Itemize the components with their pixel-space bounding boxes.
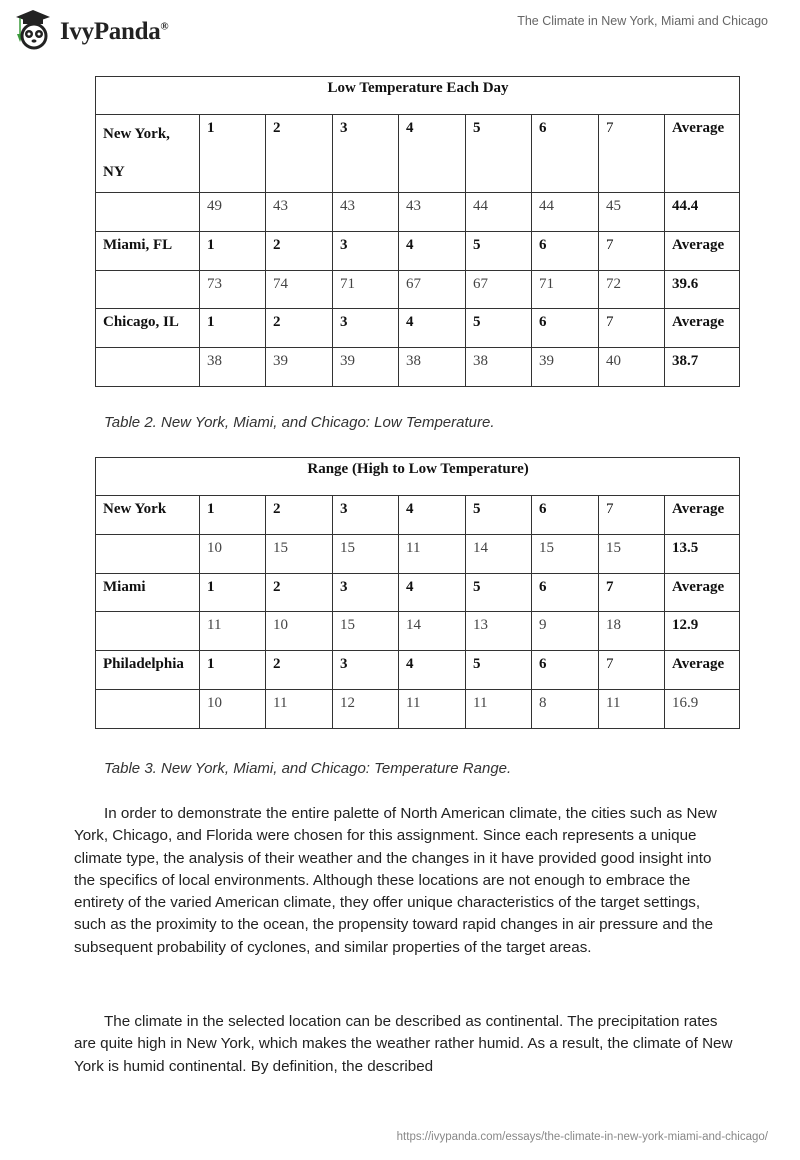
empty-cell — [96, 348, 200, 387]
day-value: 14 — [399, 612, 466, 651]
day-value: 71 — [532, 270, 599, 309]
brand-name: IvyPanda® — [60, 18, 169, 45]
day-header: 1 — [200, 231, 266, 270]
day-header: 7 — [599, 115, 665, 193]
table-values-row — [96, 270, 740, 309]
table-header-row — [96, 496, 740, 535]
day-header: 5 — [466, 574, 532, 612]
day-value: 44 — [532, 193, 599, 232]
day-value: 10 — [266, 612, 333, 651]
day-value: 38 — [200, 348, 266, 387]
table-values-row — [96, 193, 740, 232]
day-value: 73 — [200, 270, 266, 309]
day-value: 71 — [333, 270, 399, 309]
panda-graduate-icon — [12, 8, 52, 50]
day-value: 45 — [599, 193, 665, 232]
average-header: Average — [665, 115, 740, 193]
average-header: Average — [665, 651, 740, 690]
day-header: 5 — [466, 496, 532, 535]
day-value: 11 — [200, 612, 266, 651]
table-header-row — [96, 309, 740, 348]
day-header: 2 — [266, 115, 333, 193]
day-value: 67 — [399, 270, 466, 309]
day-value: 44 — [466, 193, 532, 232]
day-header: 3 — [333, 496, 399, 535]
day-header: 3 — [333, 651, 399, 690]
table-header-row — [96, 115, 740, 193]
day-header: 7 — [599, 309, 665, 348]
empty-cell — [96, 612, 200, 651]
table-values-row — [96, 535, 740, 574]
city-name: Chicago, IL — [96, 309, 200, 348]
body-paragraph: In order to demonstrate the entire palette of North American climate, the cities such as New York, Chicago, and Florida were chosen for this assignment. Since each represents a unique climate type, the analysis of their weather and the changes in it have provided good insight into the specifics of local environments. Although these locations are not enough to embrace the entirety of the varied American climate, they offer unique characteristics of the target settings, such as the proximity to the ocean, the propensity toward rapid changes in air pressure and the subsequent probability of cyclones, and similar properties of the target areas. — [74, 805, 717, 956]
day-value: 13 — [466, 612, 532, 651]
day-value: 14 — [466, 535, 532, 574]
day-value: 72 — [599, 270, 665, 309]
day-header: 7 — [599, 231, 665, 270]
day-value: 15 — [333, 612, 399, 651]
day-header: 3 — [333, 574, 399, 612]
average-header: Average — [665, 496, 740, 535]
day-header: 7 — [599, 651, 665, 690]
day-header: 4 — [399, 651, 466, 690]
city-name: Philadelphia — [96, 651, 200, 690]
day-value: 39 — [333, 348, 399, 387]
day-value: 18 — [599, 612, 665, 651]
table-values-row — [96, 612, 740, 651]
table-title: Range (High to Low Temperature) — [96, 458, 740, 496]
day-value: 11 — [399, 535, 466, 574]
day-value: 9 — [532, 612, 599, 651]
day-header: 4 — [399, 115, 466, 193]
table-title: Low Temperature Each Day — [96, 77, 740, 115]
average-value: 44.4 — [665, 193, 740, 232]
day-value: 38 — [399, 348, 466, 387]
day-value: 49 — [200, 193, 266, 232]
table-header-row — [96, 231, 740, 270]
empty-cell — [96, 193, 200, 232]
day-value: 10 — [200, 535, 266, 574]
day-header: 1 — [200, 115, 266, 193]
day-header: 7 — [599, 496, 665, 535]
day-value: 10 — [200, 690, 266, 729]
low-temperature-table — [95, 76, 740, 387]
temperature-range-table — [95, 457, 740, 729]
day-header: 2 — [266, 651, 333, 690]
day-header: 6 — [532, 309, 599, 348]
day-value: 67 — [466, 270, 532, 309]
empty-cell — [96, 690, 200, 729]
day-header: 4 — [399, 574, 466, 612]
average-header: Average — [665, 309, 740, 348]
day-header: 3 — [333, 231, 399, 270]
day-value: 74 — [266, 270, 333, 309]
average-header: Average — [665, 574, 740, 612]
day-value: 11 — [466, 690, 532, 729]
day-header: 6 — [532, 231, 599, 270]
day-header: 7 — [599, 574, 665, 612]
day-value: 43 — [399, 193, 466, 232]
day-header: 1 — [200, 651, 266, 690]
day-header: 4 — [399, 309, 466, 348]
day-value: 11 — [266, 690, 333, 729]
day-header: 6 — [532, 574, 599, 612]
table-caption: Table 3. New York, Miami, and Chicago: Temperature Range. — [104, 760, 512, 777]
average-value: 16.9 — [665, 690, 740, 729]
table-values-row — [96, 690, 740, 729]
day-value: 43 — [266, 193, 333, 232]
day-value: 39 — [266, 348, 333, 387]
day-header: 1 — [200, 574, 266, 612]
average-value: 12.9 — [665, 612, 740, 651]
day-header: 5 — [466, 231, 532, 270]
day-header: 2 — [266, 496, 333, 535]
day-value: 40 — [599, 348, 665, 387]
city-name: Miami — [96, 574, 200, 612]
day-value: 38 — [466, 348, 532, 387]
city-name: Miami, FL — [96, 231, 200, 270]
day-header: 2 — [266, 574, 333, 612]
day-value: 11 — [599, 690, 665, 729]
source-url-link[interactable]: https://ivypanda.com/essays/the-climate-in-new-york-miami-and-chicago/ — [396, 1131, 768, 1143]
average-value: 13.5 — [665, 535, 740, 574]
day-header: 2 — [266, 309, 333, 348]
day-header: 6 — [532, 115, 599, 193]
table-caption: Table 2. New York, Miami, and Chicago: Low Temperature. — [104, 414, 495, 431]
day-value: 8 — [532, 690, 599, 729]
table-header-row — [96, 574, 740, 612]
day-header: 1 — [200, 309, 266, 348]
average-value: 39.6 — [665, 270, 740, 309]
day-header: 3 — [333, 115, 399, 193]
day-header: 1 — [200, 496, 266, 535]
day-value: 43 — [333, 193, 399, 232]
average-header: Average — [665, 231, 740, 270]
day-header: 2 — [266, 231, 333, 270]
day-value: 12 — [333, 690, 399, 729]
city-name: New York, NY — [96, 115, 200, 193]
table-header-row — [96, 651, 740, 690]
day-header: 6 — [532, 496, 599, 535]
day-value: 11 — [399, 690, 466, 729]
day-value: 15 — [599, 535, 665, 574]
day-header: 4 — [399, 231, 466, 270]
day-header: 5 — [466, 651, 532, 690]
day-header: 5 — [466, 309, 532, 348]
day-value: 39 — [532, 348, 599, 387]
day-value: 15 — [532, 535, 599, 574]
average-value: 38.7 — [665, 348, 740, 387]
day-header: 6 — [532, 651, 599, 690]
day-header: 4 — [399, 496, 466, 535]
empty-cell — [96, 270, 200, 309]
body-paragraph: The climate in the selected location can be described as continental. The precipitation rates are quite high in New York, which makes the weather rather humid. As a result, the climate of New York is humid continental. By definition, the described — [74, 1013, 733, 1075]
day-value: 15 — [266, 535, 333, 574]
day-header: 3 — [333, 309, 399, 348]
day-value: 15 — [333, 535, 399, 574]
empty-cell — [96, 535, 200, 574]
city-name: New York — [96, 496, 200, 535]
day-header: 5 — [466, 115, 532, 193]
ivypanda-logo[interactable] — [12, 8, 168, 50]
document-title: The Climate in New York, Miami and Chicago — [517, 14, 768, 28]
table-values-row — [96, 348, 740, 387]
